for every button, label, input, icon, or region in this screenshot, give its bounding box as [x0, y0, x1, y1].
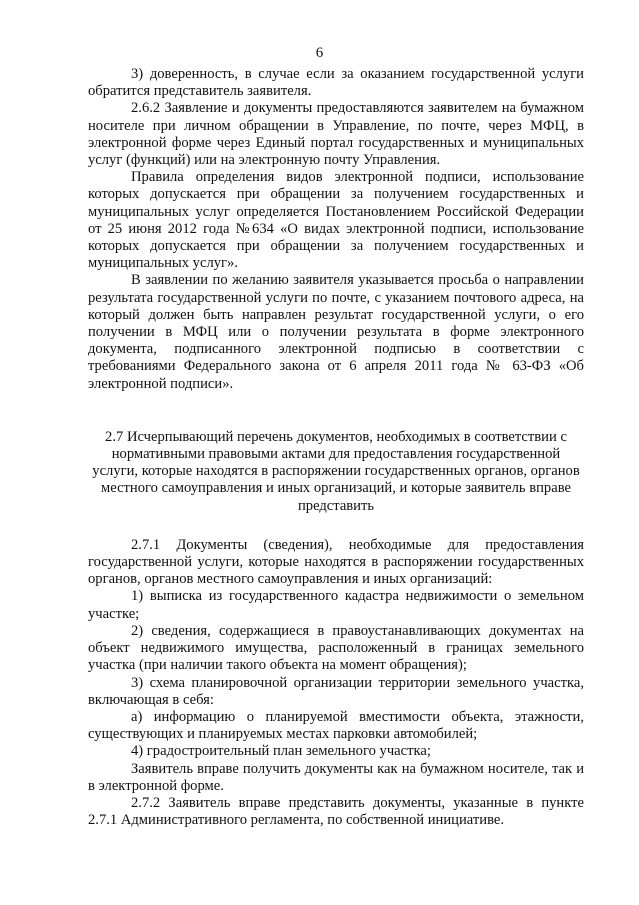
list-item-2: 2) сведения, содержащиеся в правоустанавливающих документах на объект недвижимого имущества, расположенный в границах земельного участка (при наличии такого объекта на момент обращения); [88, 622, 584, 674]
paragraph-2-7-2: 2.7.2 Заявитель вправе представить документы, указанные в пункте 2.7.1 Административного регламента, по собственной инициативе. [88, 794, 584, 829]
section-heading-2-7: 2.7 Исчерпывающий перечень документов, необходимых в соответствии с нормативными правовыми актами для предоставления государственной услуги, которые находятся в распоряжении государственных органов, органов местного самоуправления и иных организаций, и которые заявитель вправе представить [92, 428, 580, 514]
paragraph-2-7-1: 2.7.1 Документы (сведения), необходимые для предоставления государственной услуги, которые находятся в распоряжении государственных органов, органов местного самоуправления и иных организаций: [88, 536, 584, 588]
paragraph-2-6-2: 2.6.2 Заявление и документы предоставляются заявителем на бумажном носителе при личном обращении в Управление, по почте, через МФЦ, в электронной форме через Единый портал государственных и муниципальных услуг (функций) или на электронную почту Управления. [88, 100, 584, 169]
paragraph-electronic-signature-rules: Правила определения видов электронной подписи, использование которых допускается при обращении за получением государственных и муниципальных услуг определяется Постановлением Российской Федерации от 25 июня 2012 года №634 «О видах электронной подписи, использование которых допускается при обращении за получением государственных и муниципальных услуг». [88, 169, 584, 272]
page-number: 6 [315, 45, 324, 61]
document-body [88, 66, 584, 829]
paragraph-power-of-attorney: 3) доверенность, в случае если за оказанием государственной услуги обратится представитель заявителя. [88, 66, 584, 100]
list-item-3: 3) схема планировочной организации территории земельного участка, включающая в себя: [88, 674, 584, 708]
paragraph-result-delivery: В заявлении по желанию заявителя указывается просьба о направлении результата государственной услуги по почте, с указанием почтового адреса, на который должен быть направлен результат государственной услуги, о его получении в МФЦ или о получении результата в форме электронного документа, подписанного электронной подписью в соответствии с требованиями Федерального закона от 6 апреля 2011 года № 63-ФЗ «Об электронной подписи». [88, 272, 584, 392]
paragraph-receipt-form: Заявитель вправе получить документы как на бумажном носителе, так и в электронной форме. [88, 760, 584, 794]
list-item-1: 1) выписка из государственного кадастра недвижимости о земельном участке; [88, 588, 584, 622]
list-item-4: 4) градостроительный план земельного участка; [131, 743, 431, 760]
list-item-3a: а) информацию о планируемой вместимости объекта, этажности, существующих и планируемых местах парковки автомобилей; [88, 708, 584, 743]
